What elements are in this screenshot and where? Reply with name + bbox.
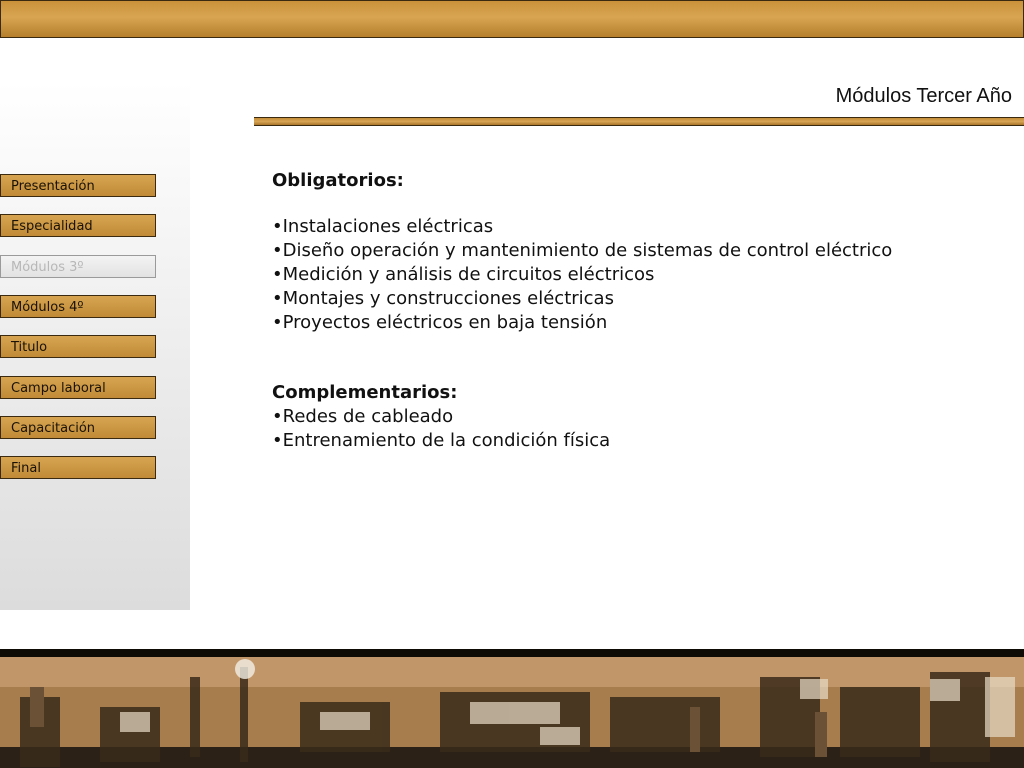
main-content xyxy=(272,169,1002,453)
title-divider xyxy=(254,117,1024,126)
street-scene-image xyxy=(0,657,1024,768)
list-item: •Entrenamiento de la condición física xyxy=(272,430,611,451)
list-item: •Medición y análisis de circuitos eléctricos xyxy=(272,264,655,285)
obligatorios-heading: Obligatorios: xyxy=(272,170,404,191)
nav-item-titulo[interactable]: Titulo xyxy=(0,335,156,358)
nav-item-capacitacion[interactable]: Capacitación xyxy=(0,416,156,439)
top-decorative-bar xyxy=(0,0,1024,38)
nav-item-modulos-4[interactable]: Módulos 4º xyxy=(0,295,156,318)
list-item: •Proyectos eléctricos en baja tensión xyxy=(272,312,608,333)
nav-item-presentacion[interactable]: Presentación xyxy=(0,174,156,197)
page-title: Módulos Tercer Año xyxy=(835,85,1012,107)
list-item: •Diseño operación y mantenimiento de sistemas de control eléctrico xyxy=(272,240,893,261)
complementarios-list xyxy=(272,405,1002,453)
nav-item-modulos-3[interactable]: Módulos 3º xyxy=(0,255,156,278)
list-item: •Montajes y construcciones eléctricas xyxy=(272,288,614,309)
list-item: •Instalaciones eléctricas xyxy=(272,216,494,237)
nav-item-especialidad[interactable]: Especialidad xyxy=(0,214,156,237)
nav-item-final[interactable]: Final xyxy=(0,456,156,479)
nav-item-campo-laboral[interactable]: Campo laboral xyxy=(0,376,156,399)
list-item: •Redes de cableado xyxy=(272,406,454,427)
footer-banner xyxy=(0,649,1024,768)
complementarios-heading: Complementarios: xyxy=(272,382,458,403)
obligatorios-list xyxy=(272,215,1002,335)
